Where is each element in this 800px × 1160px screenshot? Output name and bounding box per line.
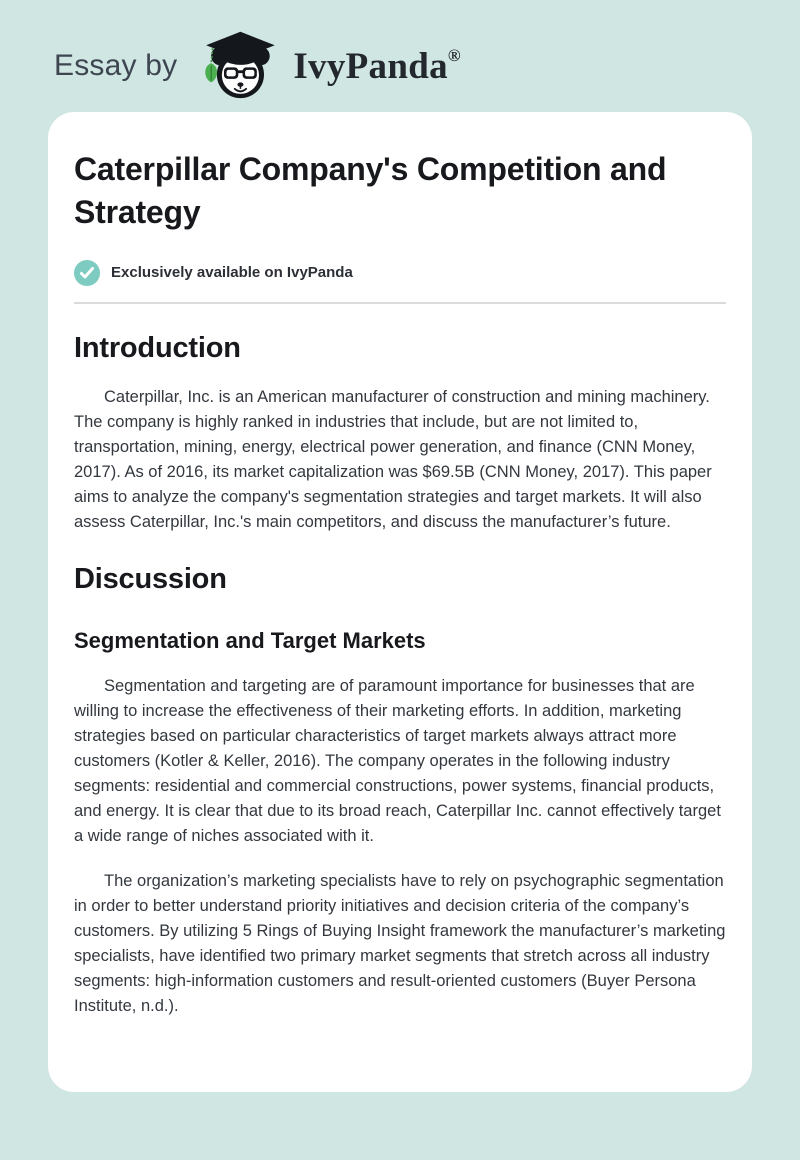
heading-discussion: Discussion <box>74 562 227 595</box>
registered-mark: ® <box>447 45 461 65</box>
checkmark-icon <box>74 260 100 286</box>
graduate-panda-icon <box>199 27 279 105</box>
introduction-paragraph: Caterpillar, Inc. is an American manufacturer of construction and mining machinery. The company is highly ranked in industries that include, but are not limited to, transportation, mining, energy, electrical power generation, and finance (CNN Money, 2017). As of 2016, its market capitalization was $69.5B (CNN Money, 2017). This paper aims to analyze the company's segmentation strategies and target markets. It will also assess Caterpillar, Inc.'s main competitors, and discuss the manufacturer’s future. <box>74 387 712 531</box>
heading-segmentation: Segmentation and Target Markets <box>74 627 426 653</box>
divider <box>74 302 726 304</box>
discussion-paragraph-1: Segmentation and targeting are of paramount importance for businesses that are willing to increase the effectiveness of their marketing efforts. In addition, marketing strategies based on particular characteristics of target markets always attract more customers (Kotler & Keller, 2016). The company operates in the following industry segments: residential and commercial constructions, power systems, financial products, and energy. It is clear that due to its broad reach, Caterpillar Inc. cannot effectively target a wide range of niches associated with it. <box>74 676 721 845</box>
page-title: Caterpillar Company's Competition and Strategy <box>74 151 667 230</box>
availability-row <box>74 260 726 286</box>
essay-by-label: Essay by <box>54 49 178 82</box>
brand-name: IvyPanda <box>293 45 448 87</box>
heading-introduction: Introduction <box>74 331 241 364</box>
discussion-paragraph-2: The organization’s marketing specialists have to rely on psychographic segmentation in order to better understand priority initiatives and decision criteria of the company’s customers. By utilizing 5 Rings of Buying Insight framework the manufacturer’s marketing specialists, have identified two primary market segments that stretch across all industry segments: high-information customers and result-oriented customers (Buyer Persona Institute, n.d.). <box>74 871 726 1015</box>
brand-wordmark <box>293 45 461 88</box>
essay-card <box>48 112 752 1092</box>
site-header <box>0 0 800 112</box>
availability-label: Exclusively available on IvyPanda <box>111 264 353 282</box>
